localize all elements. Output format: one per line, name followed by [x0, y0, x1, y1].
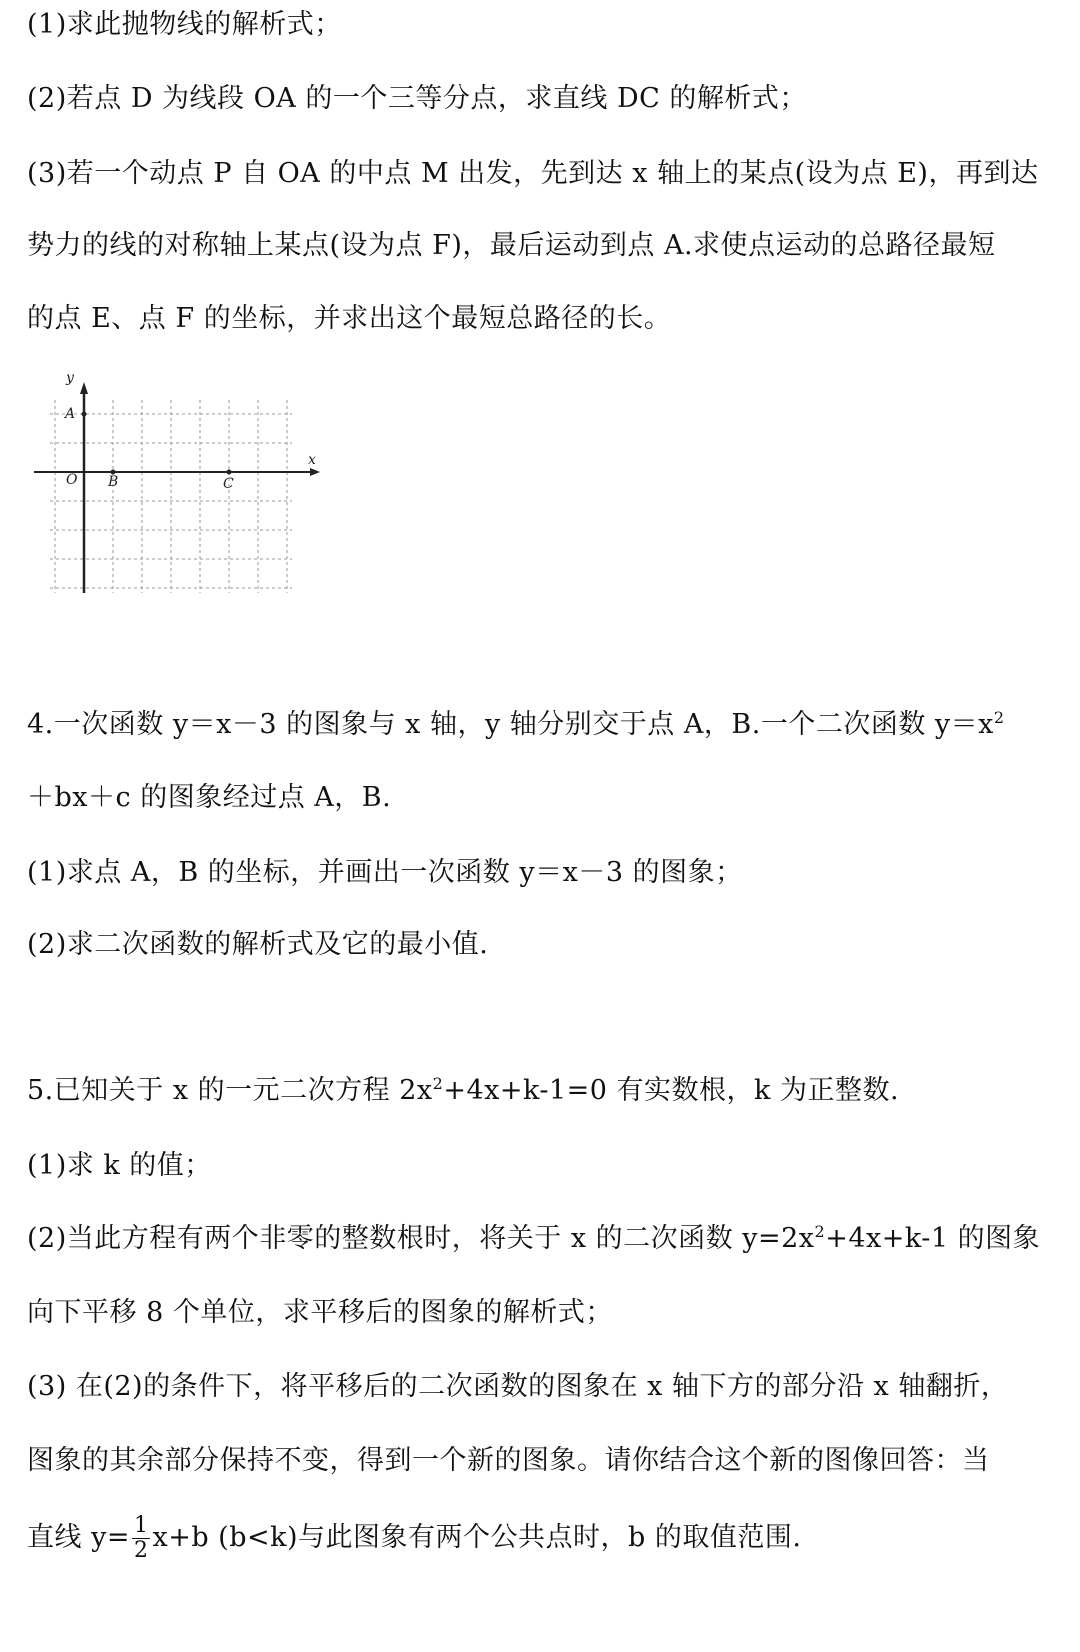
q5-part3-pre: 直线 y= — [27, 1522, 130, 1553]
q5-part2-sup: 2 — [814, 1222, 826, 1241]
point-C — [227, 470, 232, 475]
grid-lines — [50, 400, 292, 593]
q3-part1: (1)求此抛物线的解析式； — [27, 9, 342, 40]
q3-part3-line1: (3)若一个动点 P 自 OA 的中点 M 出发，先到达 x 轴上的某点(设为点 E)，再到达 — [27, 158, 1039, 189]
coordinate-grid-figure — [30, 370, 370, 633]
q4-line2: ＋bx＋c 的图象经过点 A，B. — [27, 782, 392, 813]
q4-line1-sup: 2 — [993, 708, 1005, 727]
q5-part3-line3 — [27, 1508, 801, 1568]
label-A: A — [65, 406, 76, 422]
fraction-one-half — [132, 1514, 151, 1563]
q4-line1 — [27, 708, 1005, 742]
label-C: C — [223, 476, 234, 492]
q4-line1-text: 4.一次函数 y＝x－3 的图象与 x 轴，y 轴分别交于点 A，B.一个二次函数 y＝x — [27, 709, 994, 740]
q5-line1 — [27, 1074, 899, 1108]
point-B — [111, 470, 116, 475]
y-axis-arrow — [80, 382, 88, 394]
q5-part2-post: +4x+k-1 的图象 — [825, 1223, 1041, 1254]
q3-part2: (2)若点 D 为线段 OA 的一个三等分点，求直线 DC 的解析式； — [27, 83, 807, 114]
label-origin: O — [66, 472, 78, 488]
q3-part3-line3: 的点 E、点 F 的坐标，并求出这个最短总路径的长。 — [27, 303, 672, 334]
q5-part1: (1)求 k 的值； — [27, 1150, 212, 1181]
x-axis-arrow — [310, 468, 320, 476]
label-y: y — [66, 370, 74, 386]
q4-part1: (1)求点 A，B 的坐标，并画出一次函数 y＝x－3 的图象； — [27, 857, 743, 888]
q3-part3-line2: 势力的线的对称轴上某点(设为点 F)，最后运动到点 A.求使点运动的总路径最短 — [27, 230, 996, 261]
q5-line1-post: +4x+k-1=0 有实数根，k 为正整数. — [443, 1075, 900, 1106]
point-A — [82, 412, 87, 417]
q5-part3-post: x+b (b<k)与此图象有两个公共点时，b 的取值范围. — [152, 1522, 802, 1553]
q4-part2: (2)求二次函数的解析式及它的最小值. — [27, 929, 489, 960]
label-x: x — [308, 452, 316, 468]
q5-part3-line2: 图象的其余部分保持不变，得到一个新的图象。请你结合这个新的图像回答：当 — [27, 1445, 990, 1476]
q5-part2-pre: (2)当此方程有两个非零的整数根时，将关于 x 的二次函数 y=2x — [27, 1223, 815, 1254]
grid-svg — [30, 370, 370, 633]
q5-part2-line2: 向下平移 8 个单位，求平移后的图象的解析式； — [27, 1297, 613, 1328]
q5-line1-pre: 5.已知关于 x 的一元二次方程 2x — [27, 1075, 433, 1106]
q5-line1-sup: 2 — [432, 1074, 444, 1093]
fraction-numerator: 1 — [133, 1513, 149, 1538]
label-B: B — [108, 474, 119, 490]
q5-part3-line1: (3) 在(2)的条件下，将平移后的二次函数的图象在 x 轴下方的部分沿 x 轴翻折， — [27, 1371, 1009, 1402]
fraction-denominator: 2 — [133, 1538, 149, 1563]
q5-part2-line1 — [27, 1222, 1040, 1256]
